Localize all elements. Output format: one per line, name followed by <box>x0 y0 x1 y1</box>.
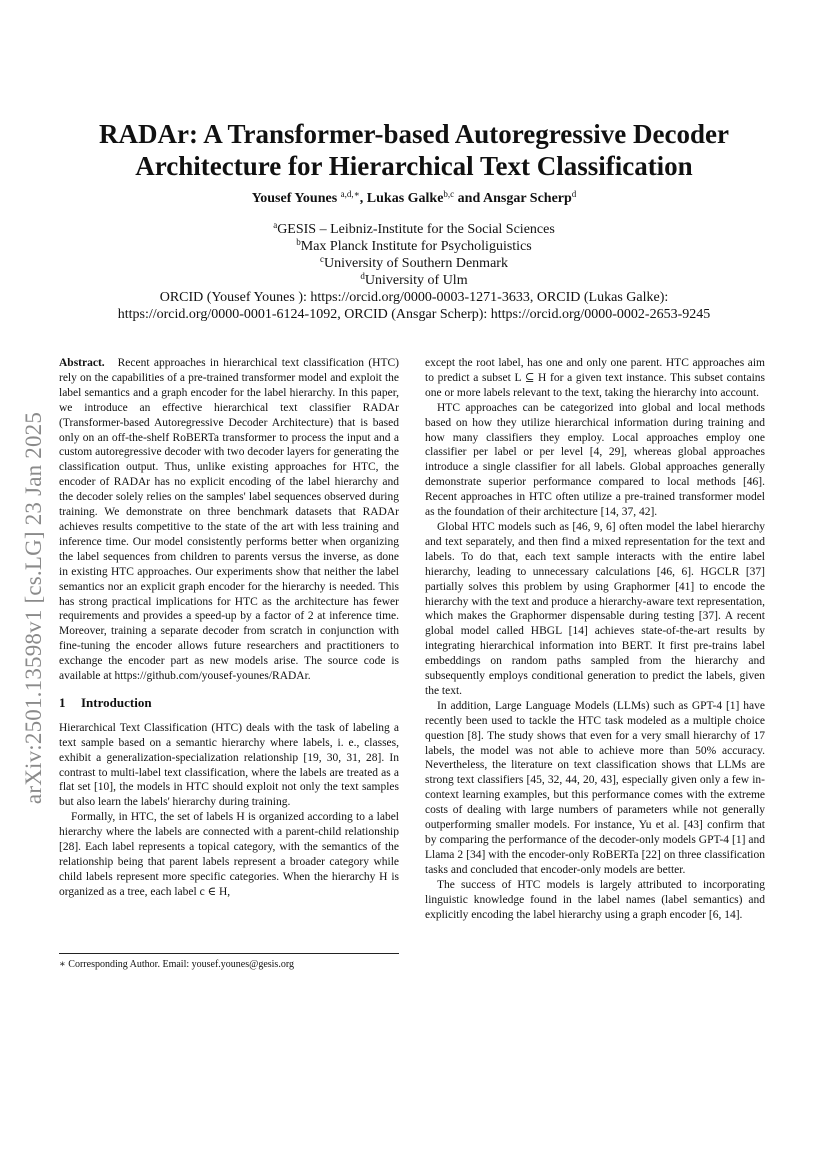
author-name: Yousef Younes <box>251 191 338 206</box>
author-separator: , <box>359 191 367 206</box>
abstract-label: Abstract. <box>59 357 105 369</box>
body-paragraph: The success of HTC models is largely attributed to incorporating linguistic knowledge found in the label names (label semantics) and explicitly encoding the label hierarchy using a graph encoder [6, 14]. <box>425 878 765 921</box>
body-paragraph: In addition, Large Language Models (LLMs) such as GPT-4 [1] have recently been used to tackle the HTC task modeled as a multiple choice question [8]. The study shows that even for a very small hierarchy of 17 labels, the model was not able to achieve more than 50% accuracy. Nevertheless, the literature on text classification shows that LLMs are strong text classifiers [45, 32, 44, 20, 43], especially given only a few in-context learning examples, but this performance comes with the extreme costs of dealing with large numbers of parameters while not generally outperforming smaller models. For instance, Yu et al. [43] confirm that by comparing the performance of the decoder-only models GPT-4 [1] and Llama 2 [34] with the encoder-only RoBERTa [22] on three classification tasks and concluded that encoder-only models are better. <box>425 699 765 876</box>
arxiv-identifier-stamp <box>22 366 46 850</box>
author-affiliation-marker: d <box>571 189 577 199</box>
author-line <box>40 190 788 208</box>
affiliation-line <box>40 255 788 272</box>
affiliation-line <box>40 238 788 255</box>
affiliation-line <box>40 272 788 289</box>
body-paragraph: Hierarchical Text Classification (HTC) deals with the task of labeling a text sample based on a semantic hierarchy where labels, i. e., classes, exhibit a generalization-specialization relationship [19, 30, 31, 28]. In contrast to multi-label text classification, where the labels are treated as a flat set [10], the models in HTC should exploit not only the text samples but also learn the labels' hierarchy during training. <box>59 721 399 809</box>
affiliation-line <box>40 221 788 238</box>
arxiv-identifier-text: arXiv:2501.13598v1 [cs.LG] 23 Jan 2025 <box>21 411 46 805</box>
affiliation-text: GESIS – Leibniz-Institute for the Social Sciences <box>277 222 555 237</box>
body-paragraph: HTC approaches can be categorized into global and local methods based on how they utilize hierarchical information during training and how many classifiers they employ. Local approaches employ one classifier per label or per level [4, 29], whereas global approaches introduce a single classifier for all labels. Global approaches generally demonstrate superior performance compared to local methods [46]. Recent approaches in HTC often utilize a pre-trained transformer model as the foundation of their architecture [14, 37, 42]. <box>425 401 765 519</box>
affiliation-marker: a <box>273 220 278 230</box>
paper-title: RADAr: A Transformer-based Autoregressive Decoder Architecture for Hierarchical Text Classification <box>99 119 729 181</box>
author-separator: and <box>454 191 483 206</box>
affiliation-text: University of Ulm <box>364 273 468 288</box>
orcid-line[interactable]: https://orcid.org/0000-0001-6124-1092, ORCID (Ansgar Scherp): https://orcid.org/0000-0002-2653-9245 <box>117 307 711 322</box>
section-number: 1 <box>59 694 66 710</box>
author-name: Lukas Galke <box>366 191 444 206</box>
left-column <box>59 356 399 900</box>
orcid-line[interactable]: ORCID (Yousef Younes ): https://orcid.org/0000-0003-1271-3633, ORCID (Lukas Galke): <box>159 290 669 305</box>
affiliation-text: Max Planck Institute for Psycholiguistics <box>300 239 532 254</box>
affiliation-marker: d <box>360 271 365 281</box>
author-affiliation-marker: a,d,∗ <box>340 189 360 199</box>
affiliations-block <box>40 221 788 323</box>
affiliation-text: University of Southern Denmark <box>324 256 508 271</box>
abstract-text: Recent approaches in hierarchical text classification (HTC) rely on the capabilities of a pre-trained transformer model and exploit the label semantics and a graph encoder for the label hierarchy. In this paper, we introduce an effective hierarchical text classifier RADAr (Transformer-based Autoregressive Decoder Architecture) that is based only on an off-the-shelf RoBERTa transformer to process the input and a custom autoregressive decoder with two decoder layers for generating the classification output. Thus, unlike existing approaches for HTC, the encoder of RADAr has no explicit encoding of the label hierarchy and the decoder solely relies on the samples' label sequences observed during training. We demonstrate on three benchmark datasets that RADAr achieves results competitive to the state of the art with less training and inference time. Our model consistently performs better when organizing the label sequences from children to parents versus the inverse, as done in existing HTC approaches. Our experiments show that neither the label semantics nor an explicit graph encoder for the hierarchy is needed. This has strong practical implications for HTC as the architecture has fewer requirements and provides a speed-up by a factor of 2 at inference time. Moreover, training a separate decoder from scratch in conjunction with fine-tuning the encoder allows future researchers and practitioners to exchange the encoder part as new models arise. The source code is available at https://github.com/yousef-younes/RADAr. <box>59 357 400 683</box>
body-paragraph: Global HTC models such as [46, 9, 6] often model the label hierarchy and text separately, and then find a mixed representation for the text and labels. To do that, each text sample interacts with the entire label hierarchy, leading to unnecessary calculations [46, 6]. HGCLR [37] partially solves this problem by using Graphormer [41] to encode the hierarchy with the text and produce a hierarchy-aware text representation, which makes the Graphormer dispensable during testing [37]. A recent global model called HBGL [14] achieves state-of-the-art results by integrating hierarchical information into BERT. It first pre-trains label embeddings on random paths sampled from the hierarchy and subsequently employs conditional generation to predict the labels, given the text. <box>425 520 765 697</box>
footnote: ∗ Corresponding Author. Email: yousef.younes@gesis.org <box>59 953 399 971</box>
author-affiliation-marker: b,c <box>443 189 455 199</box>
body-paragraph: except the root label, has one and only one parent. HTC approaches aim to predict a subset L ⊆ H for a given text instance. This subset contains one or more labels relevant to the text, taking the hierarchy into account. <box>425 357 765 399</box>
affiliation-marker: c <box>320 254 325 264</box>
right-column <box>425 356 765 922</box>
body-paragraph: Formally, in HTC, the set of labels H is organized according to a label hierarchy where the labels are connected with a parent-child relationship [28]. Each label represents a topical category, with the semantics of the relationship being that parent labels represent a broader category while child labels represent more specific categories. When the hierarchy H is organized as a tree, each label c ∈ H, <box>59 811 399 898</box>
author-name: Ansgar Scherp <box>482 191 572 206</box>
section-heading-introduction <box>59 696 399 711</box>
section-title: Introduction <box>81 694 152 710</box>
affiliation-marker: b <box>296 237 301 247</box>
abstract-paragraph <box>59 356 399 684</box>
